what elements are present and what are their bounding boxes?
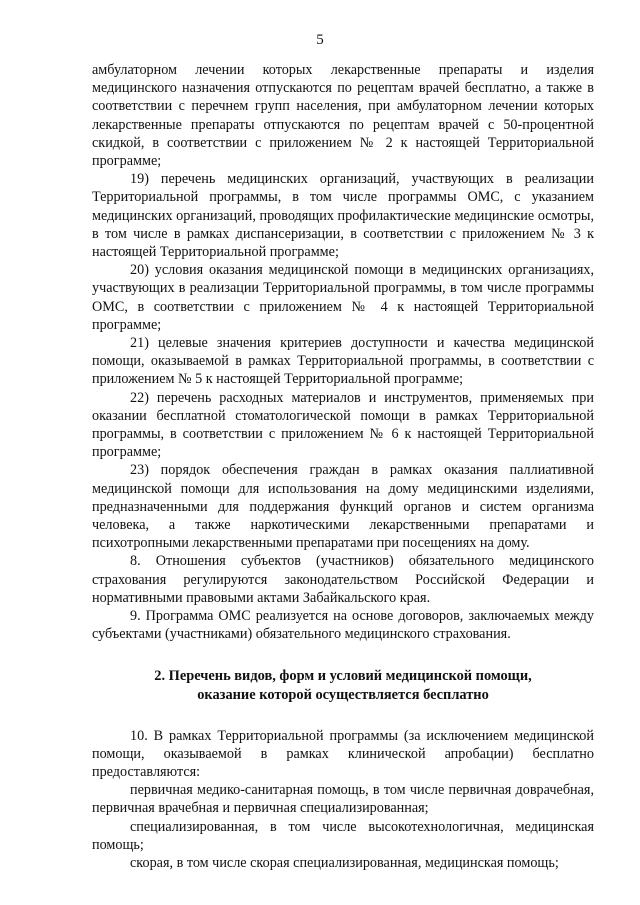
paragraph-specialized-care: специализированная, в том числе высокотехнологичная, медицинская помощь; [92,818,594,853]
paragraph-continuation: амбулаторном лечении которых лекарственные препараты и изделия медицинского назначения отпускаются по рецептам врачей бесплатно, а также в соответствии с перечнем групп населения, при амбулаторном лечении которых лекарственные препараты отпускаются по рецептам врачей с 50-процентной скидкой, в соответствии с приложением № 2 к настоящей Территориальной программе; [92,62,594,170]
section-heading-line-1: 2. Перечень видов, форм и условий медицинской помощи, [154,667,532,684]
paragraph-item-23: 23) порядок обеспечения граждан в рамках оказания паллиативной медицинской помощи для использования на дому медицинскими изделиями, предназначенными для поддержания функций органов и систем организма человека, а также наркотическими лекарственными препаратами и психотропными лекарственными препаратами при посещениях на дому. [92,462,594,552]
paragraph-item-19: 19) перечень медицинских организаций, участвующих в реализации Территориальной программы, в том числе программы ОМС, с указанием медицинских организаций, проводящих профилактические медицинские осмотры, в том числе в рамках диспансеризации, в соответствии с приложением № 3 к настоящей Территориальной программе; [92,171,594,261]
section-heading [92,667,594,705]
paragraph-item-10: 10. В рамках Территориальной программы (за исключением медицинской помощи, оказываемой в рамках клинической апробации) бесплатно предоставляются: [92,727,594,780]
page-number: 5 [316,32,324,48]
section-heading-line-2: оказание которой осуществляется бесплатно [197,686,489,703]
document-body [92,61,594,872]
paragraph-item-22: 22) перечень расходных материалов и инструментов, применяемых при оказании бесплатной стоматологической помощи в рамках Территориальной программы, в соответствии с приложением № 6 к настоящей Территориальной программе; [92,389,594,461]
paragraph-primary-care: первичная медико-санитарная помощь, в том числе первичная доврачебная, первичная врачебная и первичная специализированная; [92,782,594,817]
paragraph-item-9: 9. Программа ОМС реализуется на основе договоров, заключаемых между субъектами (участниками) обязательного медицинского страхования. [92,608,594,643]
paragraph-emergency-care: скорая, в том числе скорая специализированная, медицинская помощь; [130,854,559,871]
paragraph-item-21: 21) целевые значения критериев доступности и качества медицинской помощи, оказываемой в рамках Территориальной программы, в соответствии с приложением № 5 к настоящей Территориальной программе; [92,335,594,388]
paragraph-item-20: 20) условия оказания медицинской помощи в медицинских организациях, участвующих в реализации Территориальной программы, в том числе программы ОМС, в соответствии с приложением № 4 к настоящей Территориальной программе; [92,262,594,333]
paragraph-item-8: 8. Отношения субъектов (участников) обязательного медицинского страхования регулируются законодательством Российской Федерации и нормативными правовыми актами Забайкальского края. [92,553,594,606]
